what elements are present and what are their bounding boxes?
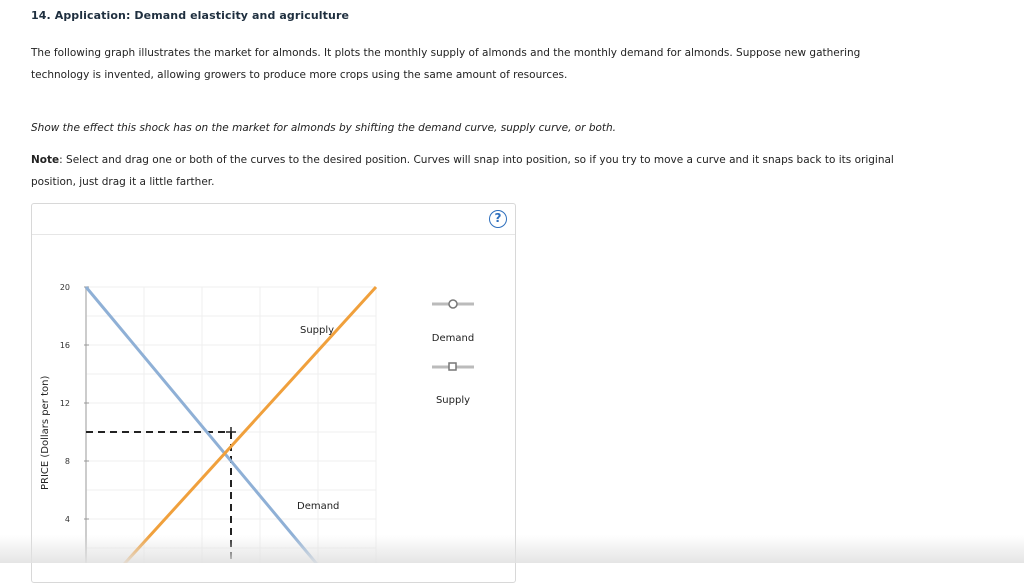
y-tick-label: 12	[59, 399, 70, 408]
supply-curve-label: Supply	[300, 325, 335, 336]
supply-tool-square-icon[interactable]	[449, 363, 456, 370]
question-title: 14. Application: Demand elasticity and agriculture	[31, 9, 350, 22]
demand-curve-label: Demand	[297, 501, 340, 512]
help-icon[interactable]: ?	[489, 210, 507, 228]
legend-supply-label: Supply	[435, 395, 471, 406]
y-axis-label: PRICE (Dollars per ton)	[40, 375, 51, 490]
equilibrium-guides	[86, 427, 236, 563]
instruction-paragraph: Show the effect this shock has on the market for almonds by shifting the demand curve, supply curve, or both.	[31, 122, 617, 134]
demand-tool-circle-icon[interactable]	[449, 300, 457, 308]
y-tick-label: 8	[64, 457, 70, 466]
note-text: : Select and drag one or both of the curves to the desired position. Curves will snap into position, so if you try to move a curve and it snaps back to its original position, just drag it a little farther.	[31, 154, 894, 188]
intro-paragraph: The following graph illustrates the market for almonds. It plots the monthly supply of almonds and the monthly demand for almonds. Suppose new gathering technology is invented, allowing growers to produce more crops using the same amount of resources.	[31, 47, 861, 81]
legend	[432, 300, 474, 406]
y-tick-label: 20	[59, 283, 70, 292]
y-tick-label: 4	[64, 515, 70, 524]
note-label: Note	[31, 154, 60, 166]
legend-demand-label: Demand	[431, 333, 475, 344]
y-ticks	[60, 283, 89, 524]
y-tick-label: 16	[59, 341, 70, 350]
